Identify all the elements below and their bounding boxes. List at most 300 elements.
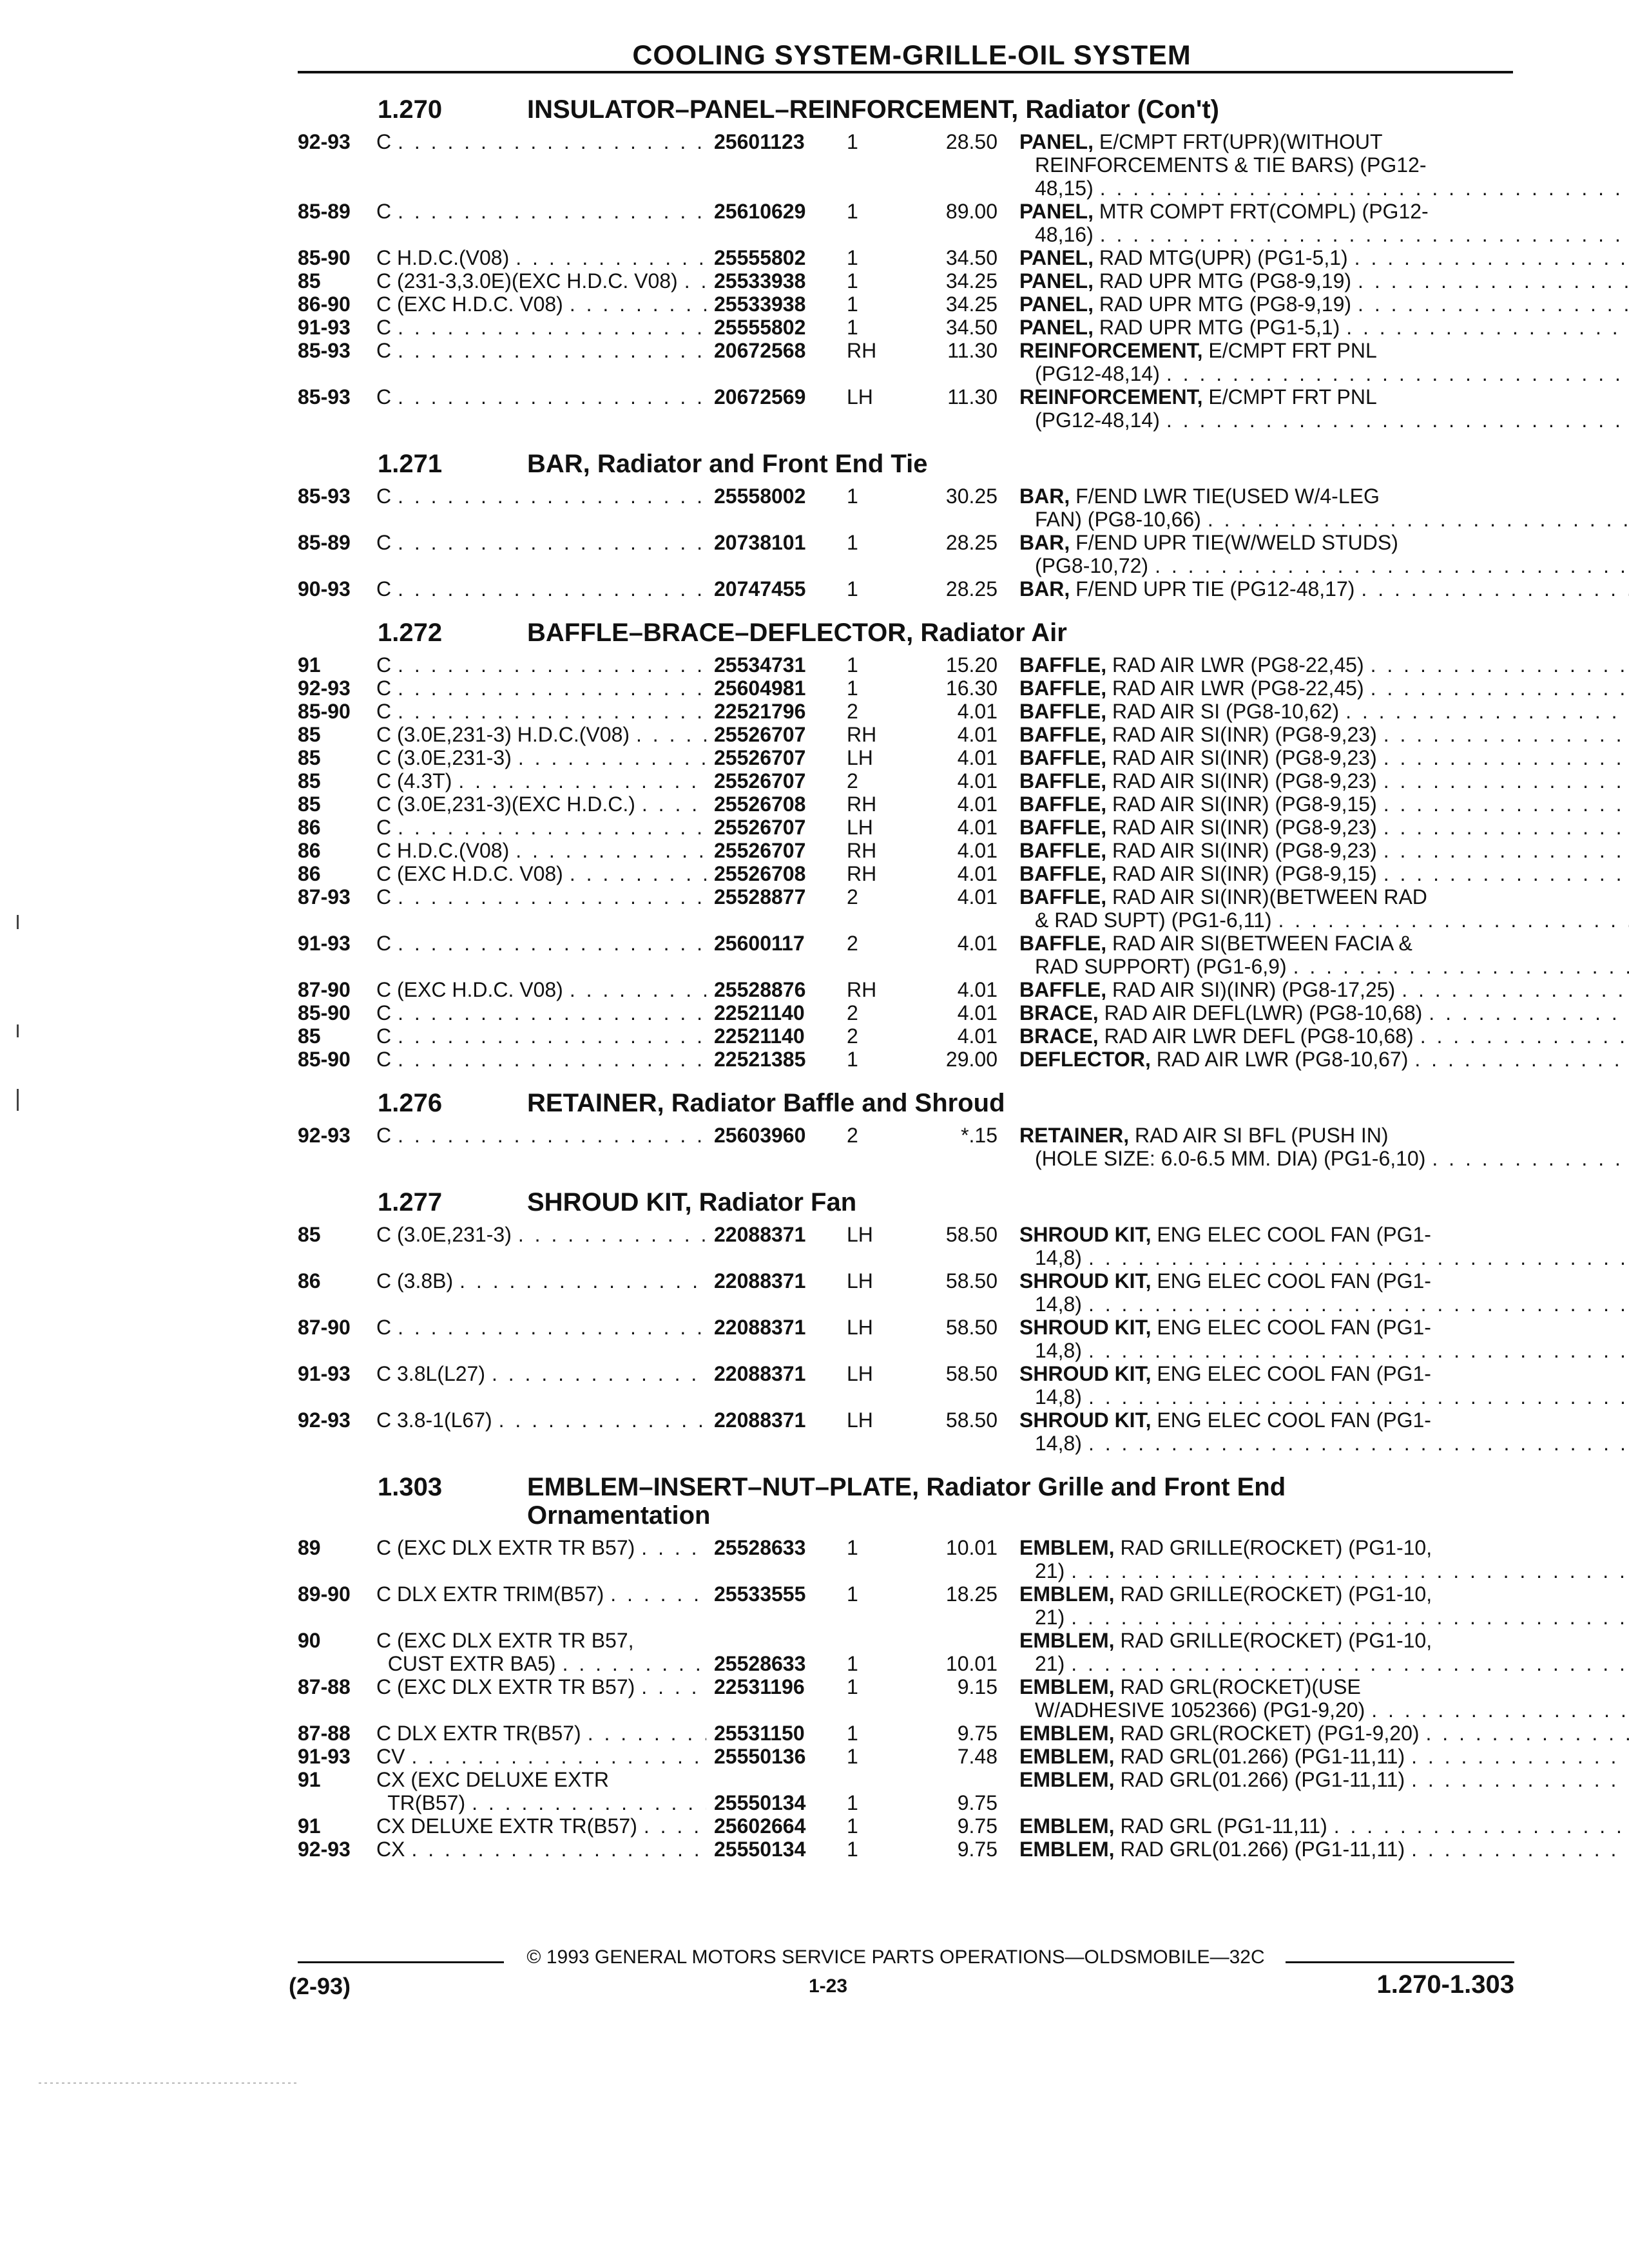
price-value: 4.01 (957, 816, 998, 839)
part-number-cell (714, 1001, 840, 1024)
model-line (376, 839, 714, 862)
description-keyword: BAFFLE, (1019, 746, 1107, 769)
description-keyword: EMBLEM, (1019, 1722, 1115, 1745)
part-number (714, 723, 840, 746)
part-number-value: 20738101 (714, 531, 806, 554)
part-number (714, 1362, 840, 1385)
quantity-cell (840, 1745, 910, 1768)
part-number (714, 1536, 840, 1559)
model-application (376, 1745, 714, 1768)
price-cell (910, 485, 998, 508)
dot-leader (398, 485, 706, 508)
description-line (1019, 1223, 1629, 1246)
dot-leader (570, 293, 706, 316)
price-value: 15.20 (945, 653, 998, 677)
model-application (376, 1001, 714, 1024)
quantity-cell (840, 1048, 910, 1071)
dot-leader (1166, 408, 1629, 432)
quantity-cell (840, 1024, 910, 1048)
quantity (840, 1316, 910, 1339)
quantity-value: 1 (847, 200, 858, 223)
model-line (376, 1675, 714, 1698)
price-cell (910, 531, 998, 554)
quantity-cell (840, 1768, 910, 1814)
parts-listing (298, 77, 1513, 1861)
price-value: 28.25 (945, 531, 998, 554)
description-line (1019, 1722, 1629, 1745)
price (910, 746, 998, 769)
model-years: 85-89 (298, 531, 351, 554)
part-number (714, 1223, 840, 1246)
part-number (714, 1001, 840, 1024)
description-keyword: REINFORCEMENT, (1019, 385, 1203, 408)
model-years: 91-93 (298, 316, 351, 339)
description-text: 14,8) (1035, 1246, 1082, 1269)
quantity-cell (840, 485, 910, 508)
description-line (1019, 932, 1629, 955)
description-text: RAD AIR SI(BETWEEN FACIA & (1106, 932, 1412, 955)
description-line (1019, 1432, 1629, 1455)
model-line (376, 385, 714, 408)
part-row (298, 269, 1513, 293)
price-cell (910, 723, 998, 746)
description-text: (PG12-48,14) (1035, 408, 1160, 432)
description-line (1019, 862, 1629, 885)
description-keyword: EMBLEM, (1019, 1745, 1115, 1768)
description-line (1019, 577, 1629, 601)
scan-margin-mark (17, 915, 19, 929)
quantity (840, 1838, 910, 1861)
dot-leader (1371, 1698, 1629, 1722)
part-number-cell (714, 1722, 840, 1745)
price (910, 1269, 998, 1293)
description (998, 1582, 1629, 1629)
price-value: 4.01 (957, 769, 998, 793)
part-number-value: 25555802 (714, 246, 806, 269)
model-years: 92-93 (298, 130, 351, 153)
part-number-value: 25604981 (714, 677, 806, 700)
quantity (840, 677, 910, 700)
price (910, 1536, 998, 1559)
price-cell (910, 1814, 998, 1838)
spacer (714, 1629, 840, 1652)
price (910, 932, 998, 955)
part-row (298, 316, 1513, 339)
model-application (376, 316, 714, 339)
price (910, 793, 998, 816)
section-title: RETAINER, Radiator Baffle and Shroud (527, 1089, 1005, 1117)
part-number (714, 485, 840, 508)
dot-leader (1334, 1814, 1629, 1838)
price (910, 978, 998, 1001)
model-application (376, 1582, 714, 1606)
spacer (714, 1768, 840, 1791)
model-text: C DLX EXTR TRIM(B57) (376, 1582, 604, 1606)
part-number (714, 1791, 840, 1814)
description-text: 21) (1035, 1559, 1065, 1582)
model-text: CV (376, 1745, 405, 1768)
description-text: RAD AIR SI (PG8-10,62) (1106, 700, 1340, 723)
model-years: 85-93 (298, 339, 351, 362)
price (910, 200, 998, 223)
price-value: 89.00 (945, 200, 998, 223)
description-line (1019, 200, 1629, 223)
description (998, 1316, 1629, 1362)
price-value: 9.15 (957, 1675, 998, 1698)
price-cell (910, 1316, 998, 1339)
price-value: 11.30 (947, 339, 998, 362)
model-application (376, 1223, 714, 1246)
quantity (840, 839, 910, 862)
description-text: RAD AIR DEFL(LWR) (PG8-10,68) (1098, 1001, 1423, 1024)
description-keyword: BAFFLE, (1019, 700, 1107, 723)
model-application (376, 1024, 714, 1048)
model-application (376, 1814, 714, 1838)
model-years: 91 (298, 1768, 321, 1791)
part-number-cell (714, 885, 840, 908)
quantity-value: RH (847, 723, 877, 746)
description-line (1019, 723, 1629, 746)
description (998, 1722, 1629, 1745)
price-value: 11.30 (947, 385, 998, 408)
price-value: 34.50 (945, 316, 998, 339)
model-text: C (EXC H.D.C. V08) (376, 293, 563, 316)
price-cell (910, 1722, 998, 1745)
model-line (376, 1001, 714, 1024)
section-heading (298, 77, 1513, 130)
description-text: ENG ELEC COOL FAN (PG1- (1151, 1223, 1431, 1246)
description-line (1019, 1698, 1629, 1722)
model-years: 91-93 (298, 1745, 351, 1768)
part-number (714, 978, 840, 1001)
quantity-cell (840, 839, 910, 862)
dot-leader (1420, 1024, 1629, 1048)
description-line (1019, 1024, 1629, 1048)
dot-leader (398, 385, 706, 408)
quantity-value: 2 (847, 769, 858, 793)
price-value: 58.50 (945, 1316, 998, 1339)
dot-leader (641, 1536, 706, 1559)
model-line (376, 1316, 714, 1339)
dot-leader (1414, 1048, 1629, 1071)
description-keyword: BAFFLE, (1019, 932, 1107, 955)
part-number-value: 22088371 (714, 1269, 806, 1293)
dot-leader (610, 1582, 706, 1606)
model-line (376, 1536, 714, 1559)
description-line (1019, 1838, 1629, 1861)
model-text: CUST EXTR BA5) (376, 1652, 556, 1675)
model-text: C (231-3,3.0E)(EXC H.D.C. V08) (376, 269, 678, 293)
quantity (840, 978, 910, 1001)
model-text: C (376, 932, 392, 955)
description-line (1019, 1768, 1629, 1791)
description (998, 932, 1629, 978)
dot-leader (642, 793, 706, 816)
description-text: E/CMPT FRT PNL (1202, 339, 1377, 362)
model-line (376, 978, 714, 1001)
part-number-cell (714, 1675, 840, 1698)
quantity (840, 1362, 910, 1385)
model-text: C (376, 1124, 392, 1147)
description-line (1019, 362, 1629, 385)
part-number (714, 885, 840, 908)
dot-leader (1088, 1339, 1629, 1362)
quantity-cell (840, 316, 910, 339)
part-number-value: 22521140 (714, 1024, 805, 1048)
price (910, 653, 998, 677)
part-number (714, 839, 840, 862)
description-text: RAD UPR MTG (PG1-5,1) (1093, 316, 1340, 339)
price (910, 1001, 998, 1024)
price (910, 1582, 998, 1606)
model-line (376, 769, 714, 793)
quantity-cell (840, 769, 910, 793)
model-text: C (376, 385, 392, 408)
part-row (298, 1814, 1513, 1838)
part-number (714, 862, 840, 885)
price (910, 1745, 998, 1768)
part-row (298, 246, 1513, 269)
quantity-cell (840, 1269, 910, 1293)
model-application (376, 862, 714, 885)
description-keyword: BRACE, (1019, 1024, 1099, 1048)
description-keyword: BAFFLE, (1019, 816, 1107, 839)
part-row (298, 1362, 1513, 1408)
section-heading (298, 601, 1513, 653)
description-keyword: BAFFLE, (1019, 862, 1107, 885)
part-number-cell (714, 1408, 840, 1432)
quantity-cell (840, 677, 910, 700)
description (998, 293, 1629, 316)
part-number (714, 746, 840, 769)
dot-leader (1361, 577, 1629, 601)
description-keyword: PANEL, (1019, 246, 1094, 269)
part-number-cell (714, 246, 840, 269)
model-years: 87-88 (298, 1722, 351, 1745)
description-keyword: PANEL, (1019, 200, 1094, 223)
price-cell (910, 1124, 998, 1147)
quantity-value: 1 (847, 1582, 858, 1606)
price-value: 10.01 (945, 1536, 998, 1559)
description-line (1019, 408, 1629, 432)
dot-leader (398, 1024, 706, 1048)
dot-leader (1426, 1722, 1629, 1745)
model-text: C (376, 200, 392, 223)
model-application (376, 816, 714, 839)
part-number (714, 816, 840, 839)
part-row (298, 746, 1513, 769)
part-number-value: 25533938 (714, 269, 806, 293)
quantity-cell (840, 862, 910, 885)
model-years: 86 (298, 862, 321, 885)
price-cell (910, 339, 998, 362)
model-line (376, 577, 714, 601)
part-number (714, 531, 840, 554)
dot-leader (1071, 1606, 1629, 1629)
quantity (840, 577, 910, 601)
part-number-cell (714, 1048, 840, 1071)
spacer (840, 1768, 910, 1791)
model-line (376, 246, 714, 269)
description (998, 1269, 1629, 1316)
part-number (714, 316, 840, 339)
description-keyword: BRACE, (1019, 1001, 1099, 1024)
description-keyword: DEFLECTOR, (1019, 1048, 1151, 1071)
model-text: C (EXC H.D.C. V08) (376, 862, 563, 885)
quantity-value: 1 (847, 1675, 858, 1698)
description-text: F/END LWR TIE(USED W/4-LEG (1070, 485, 1380, 508)
part-number-value: 22088371 (714, 1362, 806, 1385)
price-value: *.15 (961, 1124, 998, 1147)
model-line (376, 1582, 714, 1606)
quantity (840, 932, 910, 955)
dot-leader (1383, 769, 1629, 793)
quantity (840, 1675, 910, 1698)
part-number-cell (714, 130, 840, 153)
price-cell (910, 746, 998, 769)
model-line (376, 531, 714, 554)
description-keyword: BAFFLE, (1019, 677, 1107, 700)
part-number (714, 1722, 840, 1745)
quantity-value: LH (847, 1269, 873, 1293)
price (910, 316, 998, 339)
part-number-cell (714, 653, 840, 677)
model-text: C (376, 316, 392, 339)
part-number-value: 25534731 (714, 653, 806, 677)
part-number (714, 1316, 840, 1339)
quantity (840, 1408, 910, 1432)
quantity (840, 700, 910, 723)
model-text: CX (EXC DELUXE EXTR (376, 1768, 609, 1791)
part-number (714, 1582, 840, 1606)
part-row (298, 531, 1513, 577)
price (910, 723, 998, 746)
quantity-value: RH (847, 339, 877, 362)
description-text: RAD AIR SI(INR) (PG8-9,23) (1106, 769, 1377, 793)
model-years: 85-90 (298, 700, 351, 723)
description-text: RAD GRL(01.266) (PG1-11,11) (1114, 1838, 1405, 1861)
description (998, 1814, 1629, 1838)
description-text: F/END UPR TIE (PG12-48,17) (1070, 577, 1355, 601)
part-row (298, 577, 1513, 601)
part-row (298, 653, 1513, 677)
quantity-value: 1 (847, 269, 858, 293)
part-number-value: 25528633 (714, 1536, 806, 1559)
quantity-value: 2 (847, 1024, 858, 1048)
model-line (376, 316, 714, 339)
model-line (376, 653, 714, 677)
part-number-cell (714, 1745, 840, 1768)
dot-leader (398, 339, 706, 362)
part-number-cell (714, 1536, 840, 1559)
dot-leader (398, 130, 706, 153)
part-row (298, 200, 1513, 246)
part-number-value: 22521796 (714, 700, 806, 723)
price-value: 30.25 (945, 485, 998, 508)
quantity-cell (840, 200, 910, 223)
description-line (1019, 1536, 1629, 1559)
quantity (840, 1223, 910, 1246)
part-row (298, 769, 1513, 793)
part-row (298, 816, 1513, 839)
model-years: 85 (298, 746, 321, 769)
description-text: 48,15) (1035, 177, 1094, 200)
part-number-cell (714, 839, 840, 862)
dot-leader (1345, 700, 1629, 723)
model-years: 86 (298, 816, 321, 839)
description (998, 1768, 1629, 1791)
part-number-cell (714, 1024, 840, 1048)
model-years: 85 (298, 793, 321, 816)
model-text: C (376, 700, 392, 723)
quantity-cell (840, 1675, 910, 1698)
dot-leader (1166, 362, 1629, 385)
description-text: MTR COMPT FRT(COMPL) (PG12- (1093, 200, 1429, 223)
part-row (298, 1124, 1513, 1170)
dot-leader (1383, 723, 1629, 746)
price (910, 1124, 998, 1147)
footer-date-code: (2-93) (289, 1973, 351, 1999)
part-number-value: 22088371 (714, 1316, 806, 1339)
quantity-cell (840, 1722, 910, 1745)
dot-leader (398, 1316, 706, 1339)
model-application (376, 339, 714, 362)
model-line (376, 793, 714, 816)
dot-leader (1383, 839, 1629, 862)
description (998, 385, 1629, 432)
quantity-value: 1 (847, 293, 858, 316)
part-number (714, 769, 840, 793)
dot-leader (1088, 1385, 1629, 1408)
price (910, 1814, 998, 1838)
description-line (1019, 978, 1629, 1001)
quantity-cell (840, 1223, 910, 1246)
description-text: & RAD SUPT) (PG1-6,11) (1035, 908, 1272, 932)
description-keyword: SHROUD KIT, (1019, 1362, 1152, 1385)
model-application (376, 130, 714, 153)
spacer (840, 1629, 910, 1652)
part-number-cell (714, 862, 840, 885)
description-keyword: EMBLEM, (1019, 1536, 1115, 1559)
quantity-cell (840, 653, 910, 677)
page-title: COOLING SYSTEM-GRILLE-OIL SYSTEM (632, 40, 1191, 71)
price-cell (910, 1536, 998, 1559)
dot-leader (1383, 793, 1629, 816)
part-number (714, 653, 840, 677)
section-1-277 (298, 1170, 1513, 1455)
model-application (376, 793, 714, 816)
part-number (714, 1124, 840, 1147)
part-number-cell (714, 1223, 840, 1246)
description-text: 14,8) (1035, 1432, 1082, 1455)
model-years: 89 (298, 1536, 321, 1559)
description-line (1019, 746, 1629, 769)
part-number-value: 25550136 (714, 1745, 806, 1768)
description-line (1019, 485, 1629, 508)
dot-leader (641, 1675, 706, 1698)
description-text: 14,8) (1035, 1293, 1082, 1316)
description (998, 1048, 1629, 1071)
part-number (714, 246, 840, 269)
model-years: 87-90 (298, 978, 351, 1001)
model-application (376, 1675, 714, 1698)
description-text: RAD GRL(01.266) (PG1-11,11) (1114, 1768, 1405, 1791)
description-keyword: EMBLEM, (1019, 1838, 1115, 1861)
description-text: RAD AIR SI(INR) (PG8-9,23) (1106, 839, 1377, 862)
description-text: RAD GRL (PG1-11,11) (1114, 1814, 1327, 1838)
model-years: 85 (298, 723, 321, 746)
description-keyword: EMBLEM, (1019, 1814, 1115, 1838)
